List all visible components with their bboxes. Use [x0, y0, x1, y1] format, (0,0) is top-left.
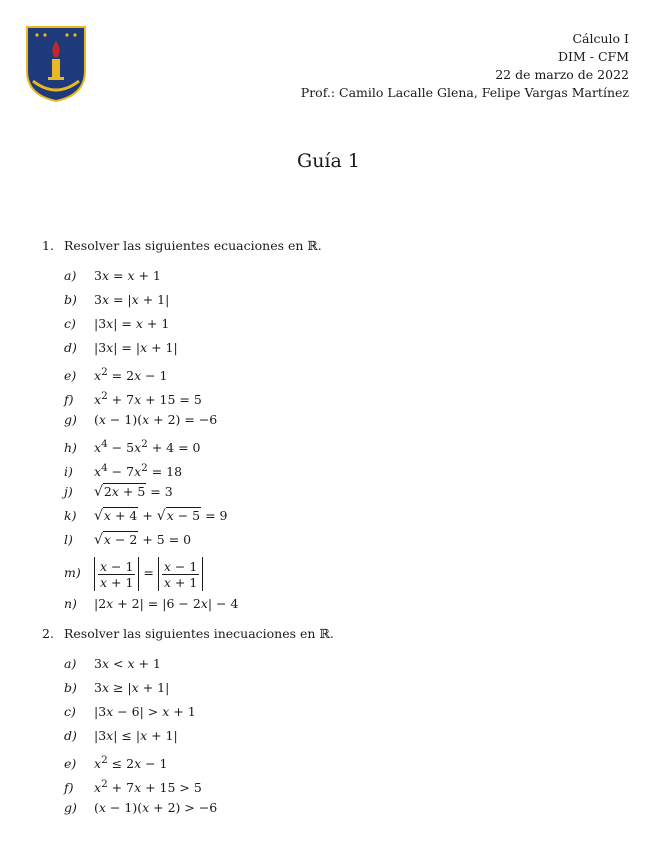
list-item: n) |2x + 2| = |6 − 2x| − 4: [64, 596, 239, 611]
list-item: f) $x^2 + 7x + 15 = 5$: [64, 390, 202, 408]
list-item: b) 3x = |x + 1|: [64, 292, 170, 307]
list-item: c) |3x − 6| > x + 1: [64, 704, 196, 719]
list-item: i) $x^4 - 7x^2 = 18$: [64, 462, 183, 480]
list-item: d) |3x| ≤ |x + 1|: [64, 728, 178, 743]
list-item: b) 3x ≥ |x + 1|: [64, 680, 170, 695]
document-date: 22 de marzo de 2022: [495, 67, 629, 82]
section-1-heading: [42, 238, 322, 253]
list-item: e) $x^2 \le 2x - 1$: [64, 754, 168, 772]
list-item: a) 3x = x + 1: [64, 268, 161, 283]
list-item: e) $x^2 = 2x - 1$: [64, 366, 168, 384]
list-item: c) |3x| = x + 1: [64, 316, 170, 331]
section-2-heading: [42, 626, 334, 641]
section-number: 1.: [42, 238, 54, 253]
list-item: j) √2x + 5 = 3: [64, 484, 173, 500]
list-item: f) $x^2 + 7x + 15 > 5$: [64, 778, 202, 796]
page-title: Guía 1: [297, 150, 360, 172]
section-text: Resolver las siguientes inecuaciones en ℝ.: [64, 626, 334, 641]
list-item: m) $\frac{x - 1}{x + 1}$ = $\frac{x - 1}{x + 1}$: [64, 556, 203, 590]
list-item: a) 3x < x + 1: [64, 656, 161, 671]
section-text: Resolver las siguientes ecuaciones en ℝ.: [64, 238, 322, 253]
list-item: g) (x − 1)(x + 2) = −6: [64, 412, 218, 427]
list-item: h) $x^4 - 5x^2 + 4 = 0$: [64, 438, 201, 456]
university-crest-logo: [25, 25, 87, 103]
professors: Prof.: Camilo Lacalle Glena, Felipe Vargas Martínez: [300, 85, 629, 100]
course-name: Cálculo I: [572, 31, 629, 46]
department: DIM - CFM: [558, 49, 629, 64]
document-header: [301, 30, 629, 102]
list-item: d) |3x| = |x + 1|: [64, 340, 178, 355]
list-item: g) (x − 1)(x + 2) > −6: [64, 800, 218, 815]
list-item: k) √x + 4 + √x − 5 = 9: [64, 508, 228, 524]
section-number: 2.: [42, 626, 54, 641]
list-item: l) √x − 2 + 5 = 0: [64, 532, 192, 548]
